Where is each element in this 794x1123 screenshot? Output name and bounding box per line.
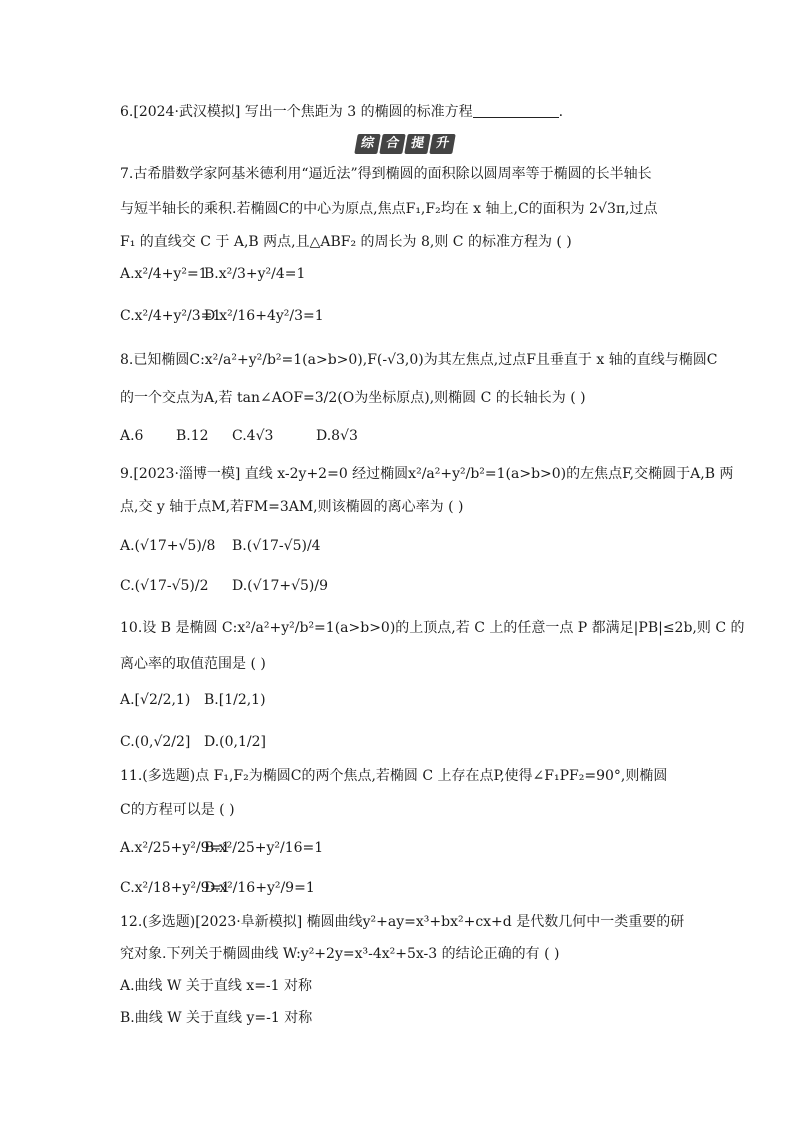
question-8-line-2: 的一个交点为A,若 tan∠AOF=3/2(O为坐标原点),则椭圆 C 的长轴长为 ( ) [120,390,586,406]
option-b: B.曲线 W 关于直线 y=-1 对称 [120,1010,313,1026]
option-c: C.(√17-√5)/2 [120,578,209,594]
question-6 [120,102,563,122]
option-a: A.曲线 W 关于直线 x=-1 对称 [120,978,313,994]
option-d: D.(0,1/2] [204,734,266,750]
option-c: C.x²/4+y²/3=1 [120,308,222,324]
banner-char: 提 [404,134,431,154]
question-7-line-3: F₁ 的直线交 C 于 A,B 两点,且△ABF₂ 的周长为 8,则 C 的标准方程为 ( ) [120,234,572,250]
option-a: A.(√17+√5)/8 [120,538,216,554]
option-a: A.x²/25+y²/9=1 [120,840,231,856]
question-11-line-1: 11.(多选题)点 F₁,F₂为椭圆C的两个焦点,若椭圆 C 上存在点P,使得∠F₁PF₂=90°,则椭圆 [120,768,668,784]
option-c: C.x²/18+y²/9=1 [120,880,231,896]
banner-char: 升 [429,134,456,154]
option-a: A.[√2/2,1) [120,692,191,708]
option-d: D.(√17+√5)/9 [232,578,329,594]
section-banner [356,134,454,154]
question-6-end: . [558,104,564,120]
option-d: D.x²/16+4y²/3=1 [204,308,324,324]
option-b: B.12 [176,428,209,444]
question-9-line-2: 点,交 y 轴于点M,若FM=3AM,则该椭圆的离心率为 ( ) [120,499,464,515]
question-12-line-2: 究对象.下列关于椭圆曲线 W:y²+2y=x³-4x²+5x-3 的结论正确的有 ( ) [120,946,560,962]
option-b: B.[1/2,1) [204,692,266,708]
option-c: C.4√3 [232,428,274,444]
question-6-text: 6.[2024·武汉模拟] 写出一个焦距为 3 的椭圆的标准方程 [120,104,473,120]
option-b: B.(√17-√5)/4 [232,538,321,554]
option-a: A.6 [120,428,144,444]
banner-char: 合 [379,134,406,154]
option-d: D.8√3 [316,428,358,444]
option-c: C.(0,√2/2] [120,734,191,750]
option-b: B.x²/3+y²/4=1 [204,266,306,282]
answer-blank [473,103,559,118]
option-a: A.x²/4+y²=1 [120,266,208,282]
question-12-line-1: 12.(多选题)[2023·阜新模拟] 椭圆曲线y²+ay=x³+bx²+cx+d 是代数几何中一类重要的研 [120,914,685,930]
question-10-line-2: 离心率的取值范围是 ( ) [120,656,266,672]
question-8-line-1: 8.已知椭圆C:x²/a²+y²/b²=1(a>b>0),F(-√3,0)为其左焦点,过点F且垂直于 x 轴的直线与椭圆C [120,352,718,368]
question-7-line-1: 7.古希腊数学家阿基米德利用“逼近法”得到椭圆的面积除以圆周率等于椭圆的长半轴长 [120,166,652,182]
option-b: B.x²/25+y²/16=1 [204,840,324,856]
banner-char: 综 [354,134,381,154]
question-9-line-1: 9.[2023·淄博一模] 直线 x-2y+2=0 经过椭圆x²/a²+y²/b²=1(a>b>0)的左焦点F,交椭圆于A,B 两 [120,466,734,482]
question-10-line-1: 10.设 B 是椭圆 C:x²/a²+y²/b²=1(a>b>0)的上顶点,若 C 上的任意一点 P 都满足|PB|≤2b,则 C 的 [120,620,745,636]
option-d: D.x²/16+y²/9=1 [204,880,315,896]
question-7-line-2: 与短半轴长的乘积.若椭圆C的中心为原点,焦点F₁,F₂均在 x 轴上,C的面积为 2√3π,过点 [120,201,658,217]
question-11-line-2: C的方程可以是 ( ) [120,802,235,818]
